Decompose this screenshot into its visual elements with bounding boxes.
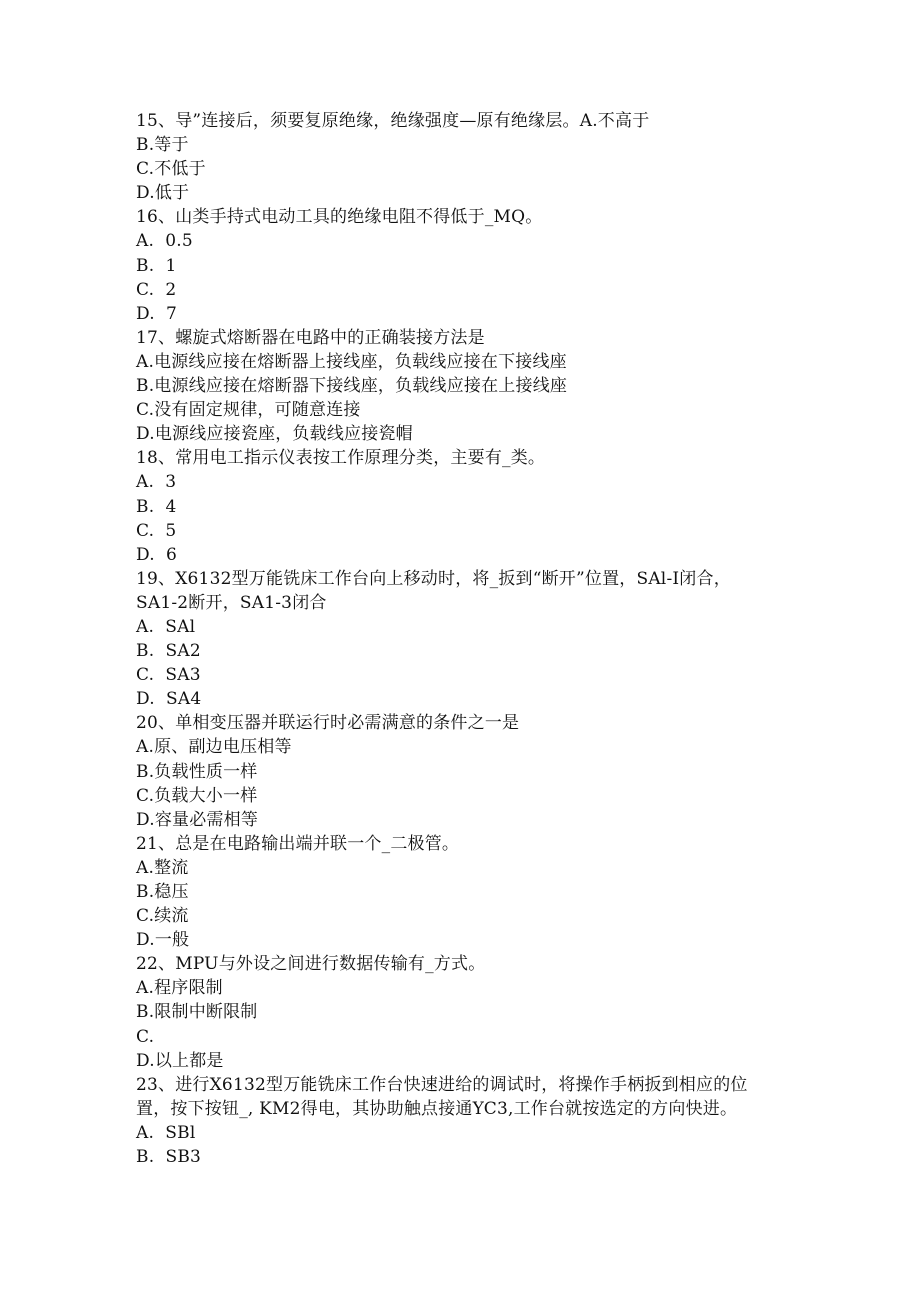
text-line: B. 1 <box>136 255 177 276</box>
text-line: A. 3 <box>136 472 177 493</box>
text-line: 21、总是在电路输出端并联一个_二极管。 <box>136 833 460 854</box>
text-line: 15、导”连接后，须要复原绝缘，绝缘强度—原有绝缘层。A.不高于 <box>136 111 650 131</box>
text-line: 17、螺旋式熔断器在电路中的正确装接方法是 <box>136 327 485 348</box>
text-line: C. 5 <box>136 520 177 541</box>
text-line: B.等于 <box>136 135 189 156</box>
text-line: C.负载大小一样 <box>136 785 258 806</box>
text-line: C.续流 <box>136 906 189 927</box>
text-line: 18、常用电工指示仪表按工作原理分类，主要有_类。 <box>136 448 546 469</box>
text-line: B.限制中断限制 <box>136 1002 258 1023</box>
text-line: B. 4 <box>136 496 177 517</box>
text-line: 置，按下按钮_, KM2得电，其协助触点接通YC3,工作台就按选定的方向快进。 <box>136 1098 738 1119</box>
text-line: C. SA3 <box>136 665 201 686</box>
text-line: 22、MPU与外设之间进行数据传输有_方式。 <box>136 954 486 975</box>
text-line: D. SA4 <box>136 689 202 710</box>
text-line: A. SAl <box>136 616 196 637</box>
document-page <box>136 109 826 1169</box>
text-line: D.容量必需相等 <box>136 809 259 830</box>
text-line: D.以上都是 <box>136 1050 224 1071</box>
text-line: A.原、副边电压相等 <box>136 737 292 758</box>
text-line: A. 0.5 <box>136 231 193 252</box>
text-line: 23、进行X6132型万能铣床工作台快速进给的调试时，将操作手柄扳到相应的位 <box>136 1074 748 1095</box>
text-line: B.稳压 <box>136 882 189 902</box>
text-line: 16、山类手持式电动工具的绝缘电阻不得低于_MQ。 <box>136 207 543 228</box>
text-line: D. 7 <box>136 303 178 324</box>
text-line: C. 2 <box>136 279 177 300</box>
text-line: B.电源线应接在熔断器下接线座，负载线应接在上接线座 <box>136 376 568 397</box>
text-line: A.整流 <box>136 857 189 878</box>
text-line: A.电源线应接在熔断器上接线座，负载线应接在下接线座 <box>136 351 567 372</box>
text-line: C. <box>136 1026 155 1047</box>
text-line: A. SBl <box>136 1122 196 1143</box>
text-line: B. SA2 <box>136 641 201 662</box>
text-line: A.程序限制 <box>136 978 223 999</box>
text-line: SA1-2断开，SA1-3闭合 <box>136 592 327 613</box>
text-line: 20、单相变压器并联运行时必需满意的条件之一是 <box>136 713 520 734</box>
text-line: D.一般 <box>136 930 190 951</box>
text-line: B. SB3 <box>136 1147 202 1168</box>
text-line: C.没有固定规律，可随意连接 <box>136 400 361 421</box>
text-line: D. 6 <box>136 544 178 565</box>
text-line: C.不低于 <box>136 159 206 180</box>
text-line: 19、X6132型万能铣床工作台向上移动时，将_扳到“断开”位置，SAl-I闭合， <box>136 568 731 589</box>
text-line: D.低于 <box>136 183 190 204</box>
text-line: B.负载性质一样 <box>136 761 258 782</box>
text-line: D.电源线应接瓷座，负载线应接瓷帽 <box>136 424 413 445</box>
